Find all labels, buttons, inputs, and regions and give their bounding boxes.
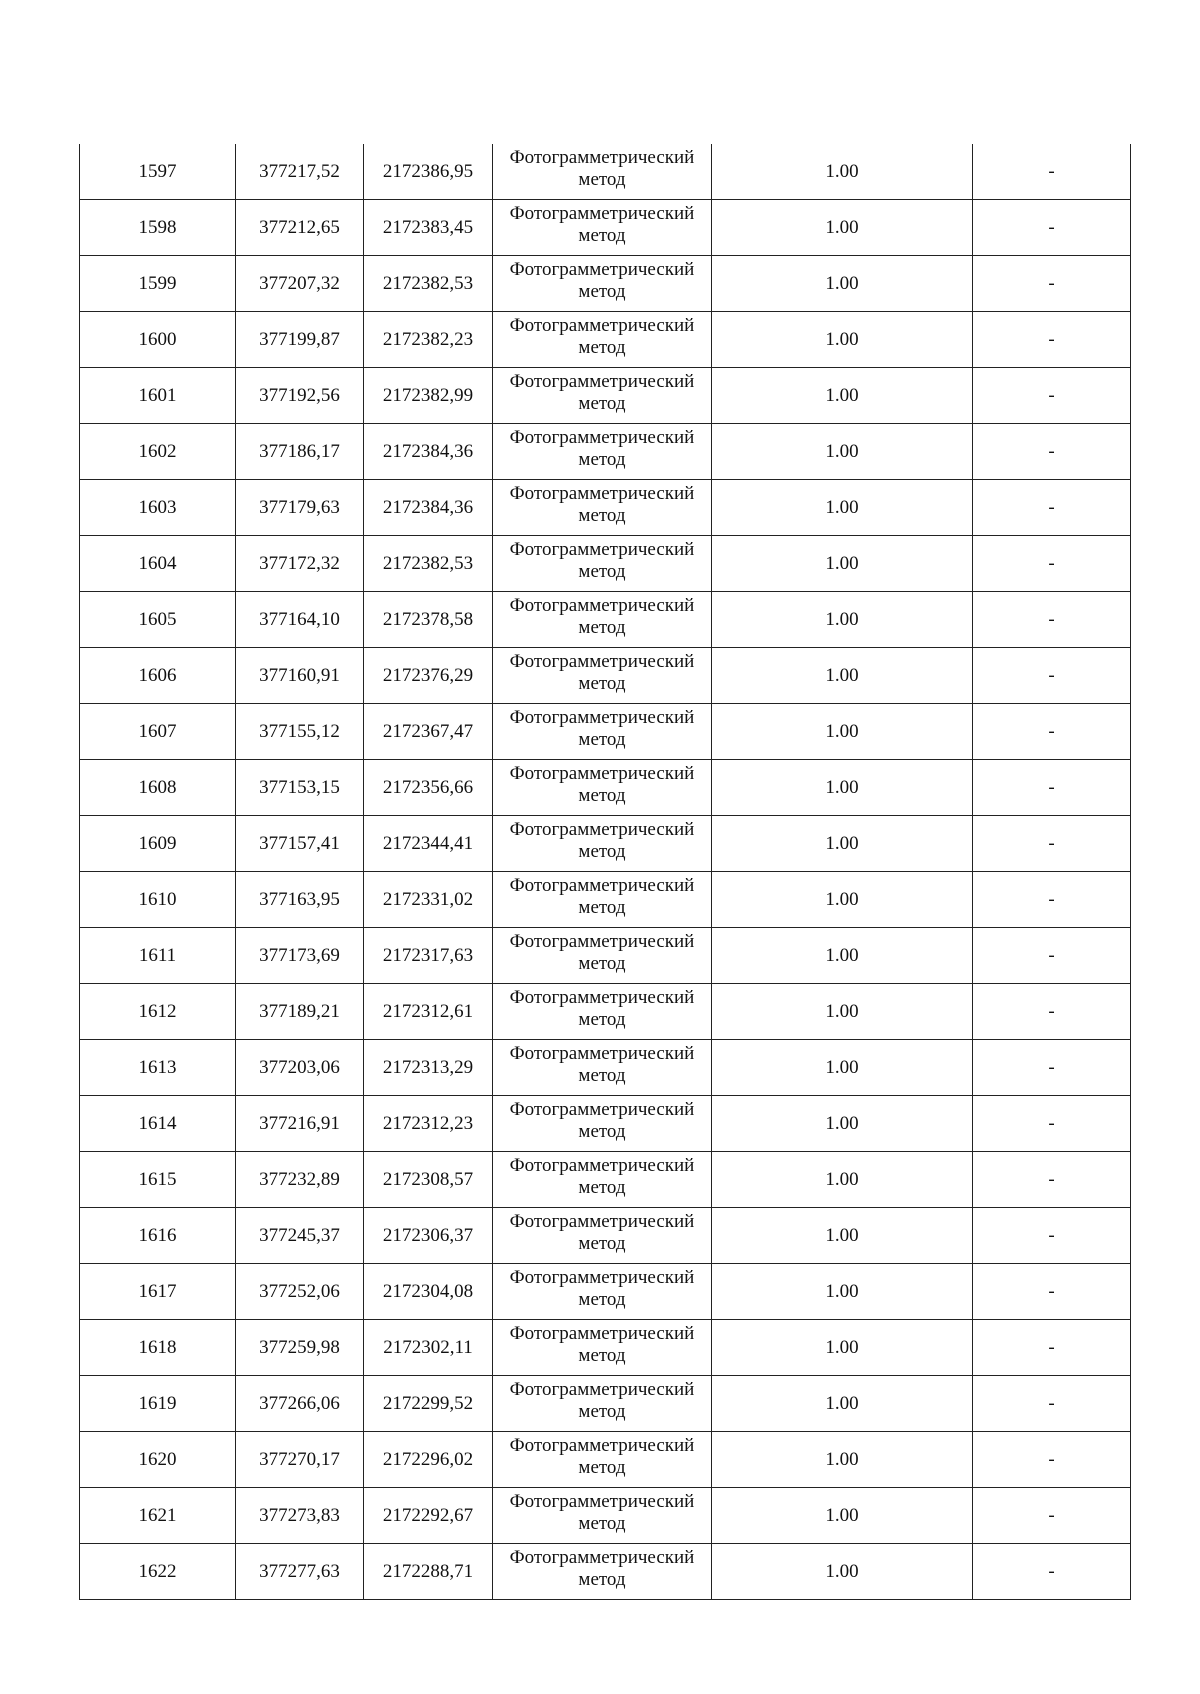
y-coordinate-cell: 2172312,61 — [364, 984, 493, 1040]
description-cell: - — [973, 200, 1131, 256]
table-row — [80, 760, 1131, 816]
point-number-cell: 1605 — [80, 592, 236, 648]
description-cell: - — [973, 704, 1131, 760]
x-coordinate-cell: 377163,95 — [236, 872, 364, 928]
method-line-1: Фотограмметрический — [509, 819, 695, 840]
method-cell — [493, 1544, 712, 1600]
method-cell — [493, 816, 712, 872]
table-row — [80, 256, 1131, 312]
method-line-1: Фотограмметрический — [509, 371, 695, 392]
x-coordinate-cell: 377164,10 — [236, 592, 364, 648]
description-cell: - — [973, 1488, 1131, 1544]
x-coordinate-cell: 377157,41 — [236, 816, 364, 872]
accuracy-cell: 1.00 — [712, 312, 973, 368]
y-coordinate-cell: 2172331,02 — [364, 872, 493, 928]
accuracy-cell: 1.00 — [712, 1544, 973, 1600]
description-cell: - — [973, 1208, 1131, 1264]
method-line-1: Фотограмметрический — [509, 483, 695, 504]
y-coordinate-cell: 2172304,08 — [364, 1264, 493, 1320]
x-coordinate-cell: 377259,98 — [236, 1320, 364, 1376]
method-cell — [493, 1488, 712, 1544]
accuracy-cell: 1.00 — [712, 1432, 973, 1488]
method-line-1: Фотограмметрический — [509, 1043, 695, 1064]
description-cell: - — [973, 648, 1131, 704]
x-coordinate-cell: 377277,63 — [236, 1544, 364, 1600]
accuracy-cell: 1.00 — [712, 1320, 973, 1376]
description-cell: - — [973, 256, 1131, 312]
table-row — [80, 648, 1131, 704]
method-line-1: Фотограмметрический — [509, 875, 695, 896]
x-coordinate-cell: 377155,12 — [236, 704, 364, 760]
point-number-cell: 1610 — [80, 872, 236, 928]
point-number-cell: 1621 — [80, 1488, 236, 1544]
method-line-1: Фотограмметрический — [509, 1491, 695, 1512]
description-cell: - — [973, 1096, 1131, 1152]
x-coordinate-cell: 377252,06 — [236, 1264, 364, 1320]
method-line-1: Фотограмметрический — [509, 1155, 695, 1176]
x-coordinate-cell: 377173,69 — [236, 928, 364, 984]
method-line-1: Фотограмметрический — [509, 1323, 695, 1344]
table-row — [80, 1152, 1131, 1208]
table-row — [80, 704, 1131, 760]
point-number-cell: 1616 — [80, 1208, 236, 1264]
point-number-cell: 1597 — [80, 144, 236, 200]
method-line-2: метод — [578, 1401, 626, 1422]
description-cell: - — [973, 872, 1131, 928]
accuracy-cell: 1.00 — [712, 760, 973, 816]
method-cell — [493, 200, 712, 256]
y-coordinate-cell: 2172386,95 — [364, 144, 493, 200]
method-cell — [493, 872, 712, 928]
method-line-2: метод — [578, 617, 626, 638]
x-coordinate-cell: 377189,21 — [236, 984, 364, 1040]
x-coordinate-cell: 377186,17 — [236, 424, 364, 480]
method-line-1: Фотограмметрический — [509, 259, 695, 280]
description-cell: - — [973, 816, 1131, 872]
table-row — [80, 536, 1131, 592]
point-number-cell: 1613 — [80, 1040, 236, 1096]
method-line-1: Фотограмметрический — [509, 931, 695, 952]
y-coordinate-cell: 2172312,23 — [364, 1096, 493, 1152]
y-coordinate-cell: 2172302,11 — [364, 1320, 493, 1376]
method-cell — [493, 648, 712, 704]
method-cell — [493, 256, 712, 312]
method-line-2: метод — [578, 1457, 626, 1478]
method-cell — [493, 704, 712, 760]
y-coordinate-cell: 2172384,36 — [364, 424, 493, 480]
table-row — [80, 1432, 1131, 1488]
point-number-cell: 1611 — [80, 928, 236, 984]
y-coordinate-cell: 2172317,63 — [364, 928, 493, 984]
description-cell: - — [973, 312, 1131, 368]
y-coordinate-cell: 2172308,57 — [364, 1152, 493, 1208]
x-coordinate-cell: 377266,06 — [236, 1376, 364, 1432]
method-line-1: Фотограмметрический — [509, 1379, 695, 1400]
point-number-cell: 1602 — [80, 424, 236, 480]
x-coordinate-cell: 377232,89 — [236, 1152, 364, 1208]
method-cell — [493, 1040, 712, 1096]
table-row — [80, 1096, 1131, 1152]
accuracy-cell: 1.00 — [712, 256, 973, 312]
method-line-2: метод — [578, 169, 626, 190]
method-line-2: метод — [578, 729, 626, 750]
method-cell — [493, 312, 712, 368]
point-number-cell: 1618 — [80, 1320, 236, 1376]
coordinates-table-body — [80, 144, 1131, 1600]
y-coordinate-cell: 2172382,99 — [364, 368, 493, 424]
accuracy-cell: 1.00 — [712, 1040, 973, 1096]
accuracy-cell: 1.00 — [712, 144, 973, 200]
y-coordinate-cell: 2172384,36 — [364, 480, 493, 536]
point-number-cell: 1619 — [80, 1376, 236, 1432]
method-line-1: Фотограмметрический — [509, 1099, 695, 1120]
accuracy-cell: 1.00 — [712, 1208, 973, 1264]
y-coordinate-cell: 2172382,53 — [364, 256, 493, 312]
point-number-cell: 1612 — [80, 984, 236, 1040]
method-line-2: метод — [578, 1177, 626, 1198]
method-line-2: метод — [578, 1513, 626, 1534]
x-coordinate-cell: 377203,06 — [236, 1040, 364, 1096]
method-cell — [493, 1208, 712, 1264]
accuracy-cell: 1.00 — [712, 200, 973, 256]
description-cell: - — [973, 424, 1131, 480]
description-cell: - — [973, 1376, 1131, 1432]
x-coordinate-cell: 377179,63 — [236, 480, 364, 536]
y-coordinate-cell: 2172383,45 — [364, 200, 493, 256]
method-line-1: Фотограмметрический — [509, 315, 695, 336]
x-coordinate-cell: 377216,91 — [236, 1096, 364, 1152]
method-line-2: метод — [578, 785, 626, 806]
method-cell — [493, 1096, 712, 1152]
coordinates-table — [79, 144, 1131, 1600]
x-coordinate-cell: 377199,87 — [236, 312, 364, 368]
x-coordinate-cell: 377207,32 — [236, 256, 364, 312]
table-row — [80, 1264, 1131, 1320]
x-coordinate-cell: 377212,65 — [236, 200, 364, 256]
point-number-cell: 1620 — [80, 1432, 236, 1488]
table-row — [80, 144, 1131, 200]
table-row — [80, 592, 1131, 648]
description-cell: - — [973, 368, 1131, 424]
x-coordinate-cell: 377270,17 — [236, 1432, 364, 1488]
point-number-cell: 1607 — [80, 704, 236, 760]
method-line-2: метод — [578, 673, 626, 694]
method-line-2: метод — [578, 1289, 626, 1310]
y-coordinate-cell: 2172356,66 — [364, 760, 493, 816]
x-coordinate-cell: 377217,52 — [236, 144, 364, 200]
method-line-1: Фотограмметрический — [509, 1435, 695, 1456]
x-coordinate-cell: 377245,37 — [236, 1208, 364, 1264]
y-coordinate-cell: 2172376,29 — [364, 648, 493, 704]
table-row — [80, 480, 1131, 536]
method-line-2: метод — [578, 1569, 626, 1590]
method-cell — [493, 592, 712, 648]
method-line-2: метод — [578, 337, 626, 358]
description-cell: - — [973, 1432, 1131, 1488]
table-row — [80, 1488, 1131, 1544]
point-number-cell: 1599 — [80, 256, 236, 312]
x-coordinate-cell: 377172,32 — [236, 536, 364, 592]
method-line-1: Фотограмметрический — [509, 203, 695, 224]
accuracy-cell: 1.00 — [712, 592, 973, 648]
method-line-1: Фотограмметрический — [509, 1547, 695, 1568]
table-row — [80, 1320, 1131, 1376]
accuracy-cell: 1.00 — [712, 1264, 973, 1320]
method-line-1: Фотограмметрический — [509, 987, 695, 1008]
point-number-cell: 1600 — [80, 312, 236, 368]
method-cell — [493, 760, 712, 816]
table-row — [80, 200, 1131, 256]
description-cell: - — [973, 928, 1131, 984]
method-cell — [493, 368, 712, 424]
method-line-1: Фотограмметрический — [509, 651, 695, 672]
table-row — [80, 1040, 1131, 1096]
table-row — [80, 928, 1131, 984]
method-line-1: Фотограмметрический — [509, 595, 695, 616]
method-line-2: метод — [578, 449, 626, 470]
x-coordinate-cell: 377153,15 — [236, 760, 364, 816]
y-coordinate-cell: 2172299,52 — [364, 1376, 493, 1432]
accuracy-cell: 1.00 — [712, 1152, 973, 1208]
method-cell — [493, 1376, 712, 1432]
accuracy-cell: 1.00 — [712, 648, 973, 704]
table-row — [80, 1208, 1131, 1264]
description-cell: - — [973, 1544, 1131, 1600]
accuracy-cell: 1.00 — [712, 872, 973, 928]
y-coordinate-cell: 2172292,67 — [364, 1488, 493, 1544]
point-number-cell: 1615 — [80, 1152, 236, 1208]
method-line-1: Фотограмметрический — [509, 763, 695, 784]
y-coordinate-cell: 2172378,58 — [364, 592, 493, 648]
method-cell — [493, 536, 712, 592]
y-coordinate-cell: 2172382,23 — [364, 312, 493, 368]
method-line-2: метод — [578, 1233, 626, 1254]
method-line-2: метод — [578, 281, 626, 302]
description-cell: - — [973, 144, 1131, 200]
method-line-2: метод — [578, 225, 626, 246]
method-line-1: Фотограмметрический — [509, 707, 695, 728]
method-line-2: метод — [578, 1065, 626, 1086]
method-cell — [493, 928, 712, 984]
table-row — [80, 872, 1131, 928]
accuracy-cell: 1.00 — [712, 480, 973, 536]
accuracy-cell: 1.00 — [712, 1376, 973, 1432]
point-number-cell: 1614 — [80, 1096, 236, 1152]
point-number-cell: 1609 — [80, 816, 236, 872]
method-line-2: метод — [578, 393, 626, 414]
description-cell: - — [973, 1040, 1131, 1096]
accuracy-cell: 1.00 — [712, 1488, 973, 1544]
method-cell — [493, 144, 712, 200]
description-cell: - — [973, 480, 1131, 536]
x-coordinate-cell: 377160,91 — [236, 648, 364, 704]
method-line-1: Фотограмметрический — [509, 539, 695, 560]
accuracy-cell: 1.00 — [712, 984, 973, 1040]
description-cell: - — [973, 536, 1131, 592]
table-row — [80, 312, 1131, 368]
method-line-2: метод — [578, 897, 626, 918]
method-line-2: метод — [578, 1009, 626, 1030]
description-cell: - — [973, 984, 1131, 1040]
method-line-1: Фотограмметрический — [509, 427, 695, 448]
y-coordinate-cell: 2172382,53 — [364, 536, 493, 592]
method-line-2: метод — [578, 561, 626, 582]
method-line-1: Фотограмметрический — [509, 1267, 695, 1288]
point-number-cell: 1608 — [80, 760, 236, 816]
method-line-2: метод — [578, 841, 626, 862]
y-coordinate-cell: 2172296,02 — [364, 1432, 493, 1488]
description-cell: - — [973, 592, 1131, 648]
point-number-cell: 1603 — [80, 480, 236, 536]
description-cell: - — [973, 760, 1131, 816]
accuracy-cell: 1.00 — [712, 816, 973, 872]
method-line-2: метод — [578, 1121, 626, 1142]
description-cell: - — [973, 1264, 1131, 1320]
table-row — [80, 368, 1131, 424]
method-line-2: метод — [578, 1345, 626, 1366]
method-cell — [493, 1320, 712, 1376]
y-coordinate-cell: 2172306,37 — [364, 1208, 493, 1264]
table-row — [80, 984, 1131, 1040]
table-row — [80, 1544, 1131, 1600]
accuracy-cell: 1.00 — [712, 928, 973, 984]
point-number-cell: 1622 — [80, 1544, 236, 1600]
y-coordinate-cell: 2172313,29 — [364, 1040, 493, 1096]
y-coordinate-cell: 2172288,71 — [364, 1544, 493, 1600]
table-row — [80, 1376, 1131, 1432]
accuracy-cell: 1.00 — [712, 1096, 973, 1152]
description-cell: - — [973, 1152, 1131, 1208]
method-cell — [493, 984, 712, 1040]
method-cell — [493, 480, 712, 536]
method-cell — [493, 1432, 712, 1488]
accuracy-cell: 1.00 — [712, 368, 973, 424]
accuracy-cell: 1.00 — [712, 704, 973, 760]
method-line-1: Фотограмметрический — [509, 147, 695, 168]
x-coordinate-cell: 377273,83 — [236, 1488, 364, 1544]
method-cell — [493, 1152, 712, 1208]
y-coordinate-cell: 2172344,41 — [364, 816, 493, 872]
x-coordinate-cell: 377192,56 — [236, 368, 364, 424]
description-cell: - — [973, 1320, 1131, 1376]
point-number-cell: 1601 — [80, 368, 236, 424]
y-coordinate-cell: 2172367,47 — [364, 704, 493, 760]
method-line-2: метод — [578, 505, 626, 526]
method-line-1: Фотограмметрический — [509, 1211, 695, 1232]
point-number-cell: 1606 — [80, 648, 236, 704]
method-line-2: метод — [578, 953, 626, 974]
method-cell — [493, 1264, 712, 1320]
table-row — [80, 424, 1131, 480]
accuracy-cell: 1.00 — [712, 536, 973, 592]
point-number-cell: 1598 — [80, 200, 236, 256]
table-row — [80, 816, 1131, 872]
point-number-cell: 1617 — [80, 1264, 236, 1320]
point-number-cell: 1604 — [80, 536, 236, 592]
accuracy-cell: 1.00 — [712, 424, 973, 480]
method-cell — [493, 424, 712, 480]
